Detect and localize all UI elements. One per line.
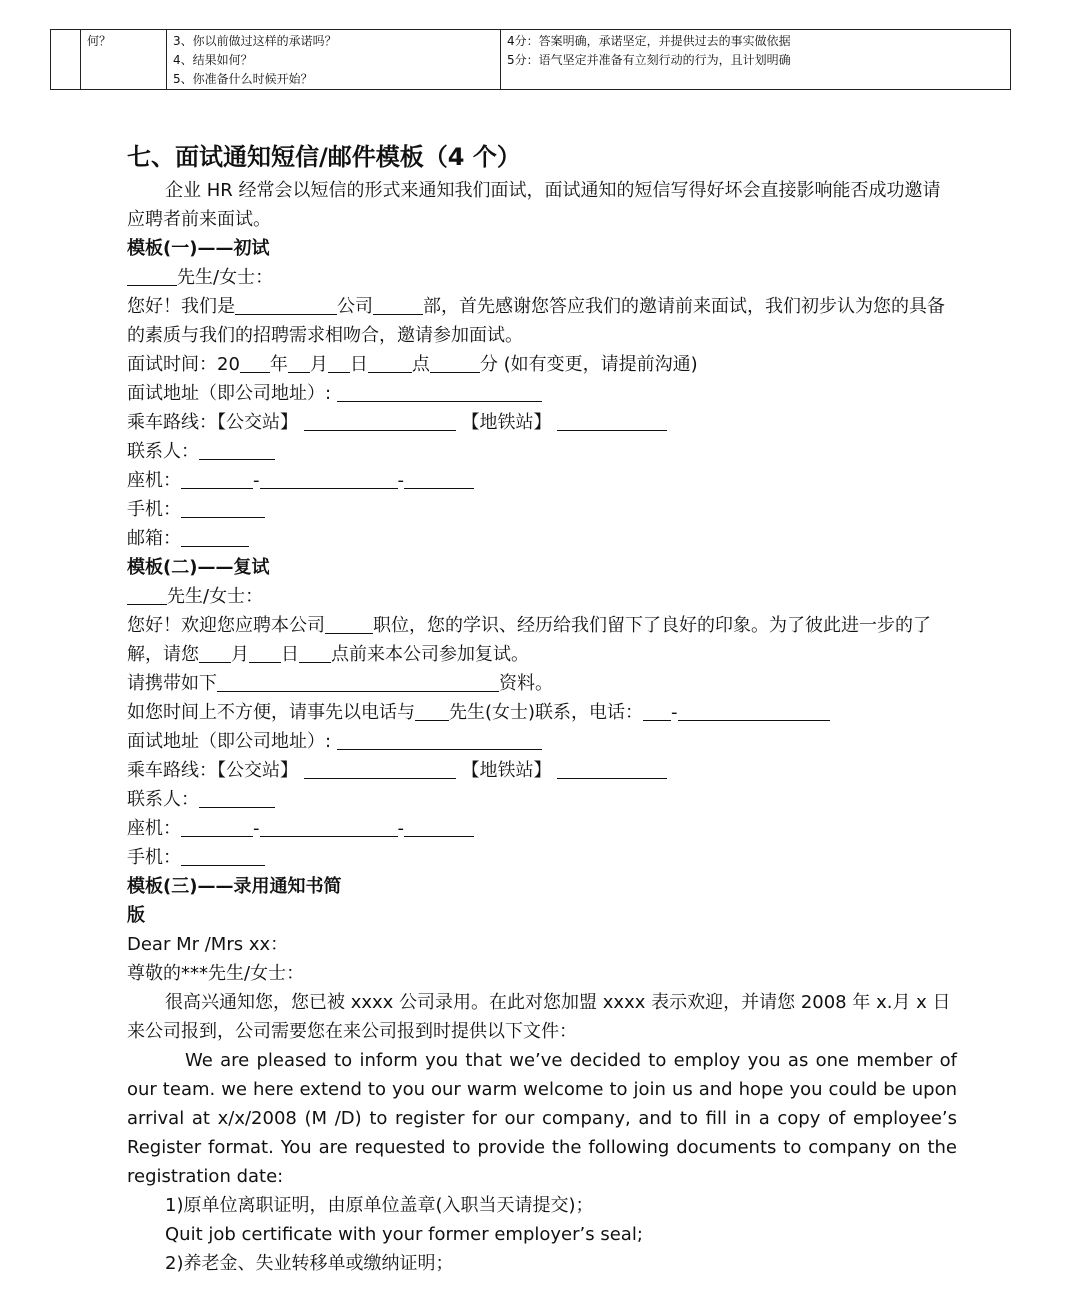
- t2-bring-documents: 请携带如下 资料。: [127, 669, 957, 698]
- t3-item-1: 1)原单位离职证明，由原单位盖章(入职当天请提交)；: [165, 1195, 594, 1216]
- t1-landline: 座机： - -: [127, 466, 957, 495]
- template-3-heading: 模板(三)——录用通知书简: [127, 876, 342, 897]
- t1-greeting-paragraph: 您好！我们是 公司 部，首先感谢您答应我们的邀请前来面试，我们初步认为您的具备的素质与我们的招聘需求相吻合，邀请参加面试。: [127, 292, 957, 350]
- score-item: 4分：答案明确，承诺坚定，并提供过去的事实做依据: [507, 34, 791, 48]
- t3-en-paragraph: We are pleased to inform you that we’ve decided to employ you as one member of our team. we here extend to you our warm welcome to join us and hope you could be upon arrival at x/x/2008 (M /D) to register for our company, and to fill in a copy of employee’s Register format. You are requested to provide the following documents to company on the registration date:: [127, 1050, 957, 1187]
- t2-inconvenience: 如您时间上不方便，请事先以电话与 先生(女士)联系，电话： -: [127, 698, 957, 727]
- t2-landline: 座机： - -: [127, 814, 957, 843]
- t1-route: 乘车路线：【公交站】 【地铁站】: [127, 408, 957, 437]
- template-2-heading: 模板(二)——复试: [127, 557, 270, 578]
- table-cell-questions: [167, 30, 501, 90]
- t3-respect: 尊敬的***先生/女士：: [127, 963, 305, 984]
- t1-mobile: 手机：: [127, 495, 957, 524]
- t2-greeting-paragraph: 您好！欢迎您应聘本公司 职位，您的学识、经历给我们留下了良好的印象。为了彼此进一步的了解，请您 月 日 点前来本公司参加复试。: [127, 611, 957, 669]
- score-item: 5分：语气坚定并准备有立刻行动的行为，且计划明确: [507, 53, 791, 67]
- t3-cn-paragraph: 很高兴通知您，您已被 xxxx 公司录用。在此对您加盟 xxxx 表示欢迎，并请您 2008 年 x.月 x 日来公司报到，公司需要您在来公司报到时提供以下文件：: [127, 992, 951, 1042]
- t2-salutation: 先生/女士：: [127, 582, 957, 611]
- t2-contact: 联系人：: [127, 785, 957, 814]
- t1-salutation: 先生/女士：: [127, 263, 957, 292]
- question-item: 5、你准备什么时候开始？: [173, 72, 313, 86]
- table-cell-question-type: 何？: [81, 30, 167, 90]
- section-intro: 企业 HR 经常会以短信的形式来通知我们面试，面试通知的短信写得好坏会直接影响能否成功邀请应聘者前来面试。: [127, 180, 941, 230]
- document-body: [127, 140, 957, 1278]
- interview-score-table: [50, 29, 1011, 90]
- t1-email: 邮箱：: [127, 524, 957, 553]
- t1-address: 面试地址（即公司地址）:: [127, 379, 957, 408]
- t3-item-2: 2)养老金、失业转移单或缴纳证明；: [165, 1253, 454, 1274]
- t1-contact: 联系人：: [127, 437, 957, 466]
- table-cell-scores: [501, 30, 1011, 90]
- question-item: 4、结果如何？: [173, 53, 253, 67]
- t1-interview-time: 面试时间：20 年 月 日 点 分 (如有变更，请提前沟通): [127, 350, 957, 379]
- t2-route: 乘车路线：【公交站】 【地铁站】: [127, 756, 957, 785]
- t2-address: 面试地址（即公司地址）:: [127, 727, 957, 756]
- t3-dear: Dear Mr /Mrs xx：: [127, 934, 289, 955]
- t2-mobile: 手机：: [127, 843, 957, 872]
- section-title: 七、面试通知短信/邮件模板（4 个）: [127, 143, 521, 171]
- template-3-heading-cont: 版: [127, 905, 145, 926]
- t3-item-1-en: Quit job certificate with your former employer’s seal;: [165, 1224, 643, 1245]
- template-1-heading: 模板(一)——初试: [127, 238, 270, 259]
- table-empty-cell: [51, 30, 81, 90]
- question-item: 3、你以前做过这样的承诺吗？: [173, 34, 337, 48]
